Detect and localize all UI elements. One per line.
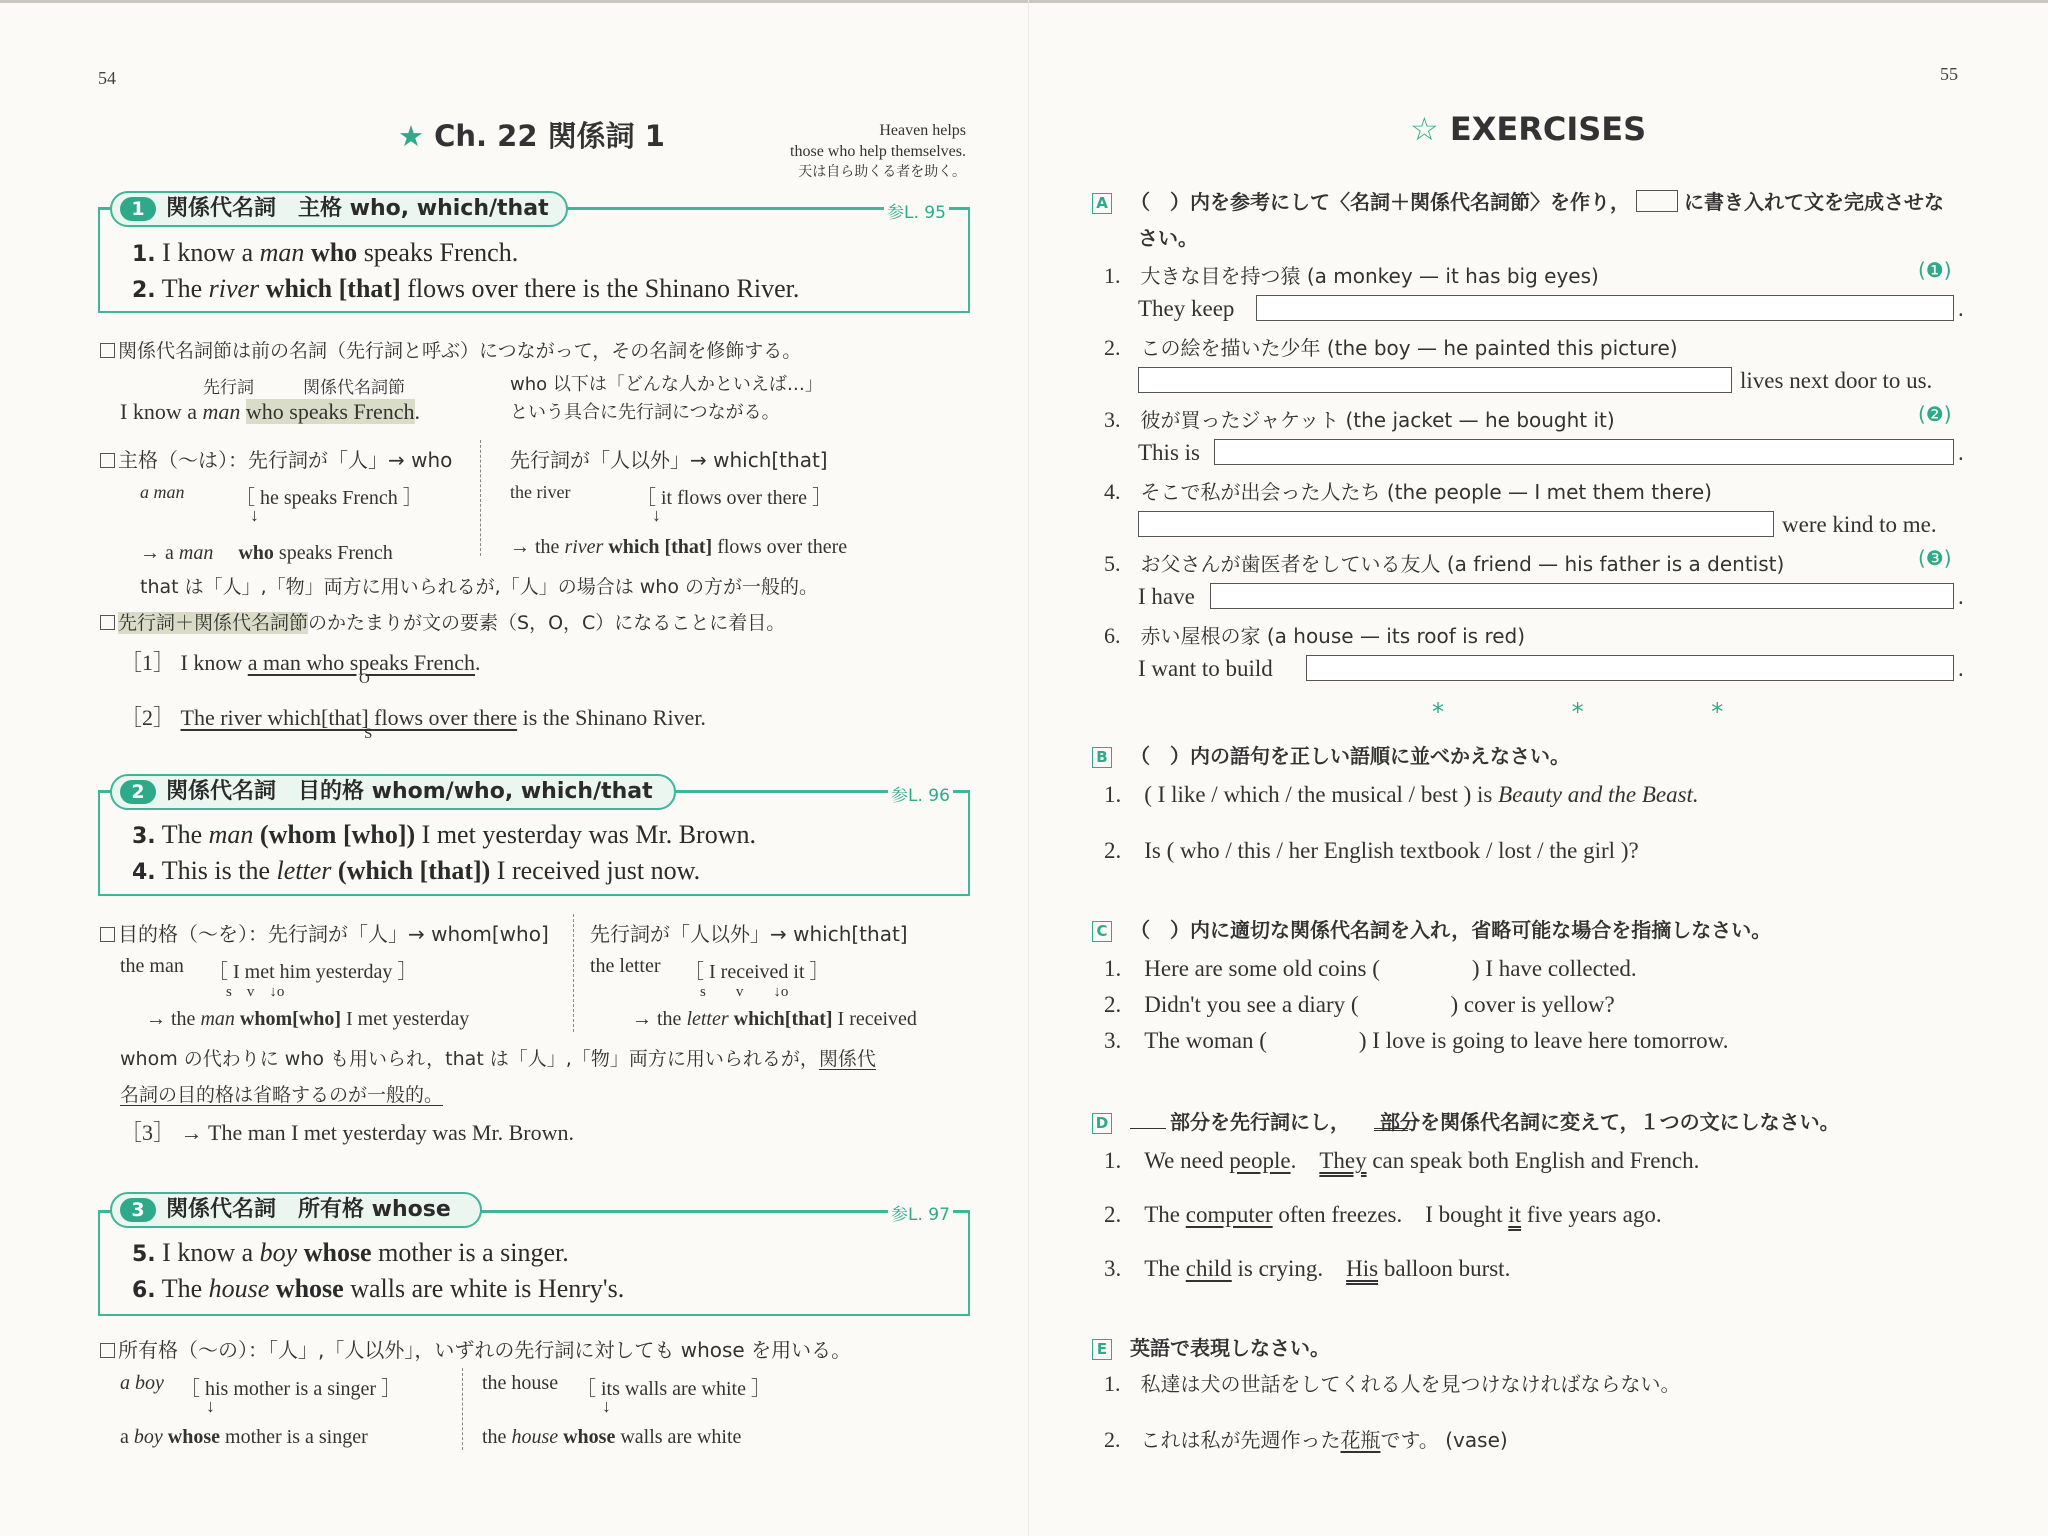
section-3-ref: 参L. 97: [888, 1200, 953, 1225]
exercises-title: ☆ EXERCISES: [1410, 110, 1647, 148]
subject-mark: S: [364, 726, 373, 742]
a3-answer-box[interactable]: [1214, 439, 1954, 465]
example-6: 6. The house whose walls are white is Henry's.: [132, 1274, 625, 1303]
i-know-a-man: I know a man who speaks French.: [120, 399, 421, 424]
d3: 3. The child is crying. His balloon burst.: [1104, 1256, 1511, 1281]
a3-prompt: 3. 彼が買ったジャケット (the jacket — he bought it): [1104, 407, 1615, 432]
star-outline-icon: ☆: [1410, 110, 1439, 148]
section-1-number: 1: [120, 197, 156, 221]
left-result-2: → the man whom[who] I met yesterday: [146, 1008, 470, 1030]
section-1-heading: 1 関係代名詞 主格 who, which/that: [110, 191, 568, 227]
exercise-a-instruction-2: さい。: [1138, 226, 1198, 250]
star-icon: ★: [398, 119, 424, 153]
grammar-ref-mark: (❶): [1918, 258, 1952, 282]
grammar-ref-mark: (❸): [1918, 546, 1952, 570]
a5-period: .: [1958, 584, 1964, 609]
right-result: → the river which [that] flows over there: [510, 536, 848, 558]
arrow-down: ↓: [652, 505, 661, 525]
b2: 2. Is ( who / this / her English textbook / lost / the girl )?: [1104, 838, 1639, 863]
arrow-down: ↓: [250, 505, 259, 525]
example-3: 3. The man (whom [who]) I met yesterday was Mr. Brown.: [132, 820, 756, 849]
right-the-letter: the letter: [590, 955, 661, 977]
left-a-boy: a boy: [120, 1372, 164, 1394]
left-bracket-2: ［ I met him yesterday ］: [208, 961, 418, 983]
section-2-ref: 参L. 96: [888, 781, 953, 806]
who-note-2: という具合に先行詞につながる。: [510, 402, 780, 423]
bracket-3: ［3］ → The man I met yesterday was Mr. Brown.: [120, 1120, 574, 1145]
chapter-title: ★ Ch. 22 関係詞 1: [398, 119, 665, 153]
left-bracket: ［ he speaks French ］: [235, 487, 423, 509]
d2: 2. The computer often freezes. I bought it five years ago.: [1104, 1202, 1662, 1227]
object-mark: O: [359, 671, 370, 687]
e1: 1. 私達は犬の世話をしてくれる人を見つけなければならない。: [1104, 1371, 1681, 1396]
right-result-2: → the letter which[that] I received: [632, 1008, 917, 1030]
a1-answer-box[interactable]: [1256, 295, 1954, 321]
a4-prompt: 4. そこで私が出会った人たち (the people — I met them there): [1104, 479, 1712, 504]
page-number-right: 55: [1940, 64, 1958, 84]
a2-prompt: 2. この絵を描いた少年 (the boy — he painted this picture): [1104, 335, 1678, 360]
right-bracket-3: ［ its walls are white ］: [576, 1378, 771, 1400]
whom-note-2: 名詞の目的格は省略するのが一般的。: [120, 1084, 444, 1106]
section-2-heading: 2 関係代名詞 目的格 whom/who, which/that: [110, 774, 676, 810]
left-result: → a man who speaks French: [140, 542, 393, 564]
possessive-heading: 所有格（～の）：「人」,「人以外」，いずれの先行詞に対しても whose を用いる。: [100, 1334, 851, 1363]
who-note-1: who 以下は「どんな人かといえば…」: [510, 374, 823, 395]
section-2-number: 2: [120, 780, 156, 804]
c1: 1. Here are some old coins ( ) I have collected.: [1104, 956, 1637, 981]
right-result-3: the house whose walls are white: [482, 1426, 742, 1448]
a6-period: .: [1958, 656, 1964, 681]
object-case-heading-2: 先行詞が「人以外」→ which[that]: [590, 922, 908, 946]
that-note: that は「人」,「物」両方に用いられるが,「人」の場合は who の方が一般的。: [140, 576, 818, 598]
exercise-c-instruction: C （ ）内に適切な関係代名詞を入れ，省略可能な場合を指摘しなさい。: [1092, 914, 1771, 943]
d1: 1. We need people. They can speak both English and French.: [1104, 1148, 1700, 1173]
section-divider-stars: * * *: [1432, 698, 1784, 726]
section-1-ref: 参L. 95: [884, 198, 949, 223]
double-underline-sample: [1374, 1128, 1408, 1131]
label-antecedent: 先行詞: [203, 378, 254, 398]
grammar-ref-mark: (❷): [1918, 402, 1952, 426]
a5-answer-box[interactable]: [1210, 583, 1954, 609]
motto: Heaven helps those who help themselves. 天は自ら助くる者を助く。: [790, 122, 966, 180]
a6-lead: I want to build: [1138, 656, 1273, 681]
a2-answer-box[interactable]: [1138, 367, 1732, 393]
divider: [480, 440, 481, 556]
object-case-heading: 目的格（～を）：先行詞が「人」→ whom[who]: [100, 918, 549, 947]
top-edge: [0, 0, 2048, 3]
a2-tail: lives next door to us.: [1740, 368, 1933, 393]
right-bracket-2: ［ I received it ］: [684, 961, 830, 983]
right-the-house: the house: [482, 1372, 559, 1394]
example-4: 4. This is the letter (which [that]) I received just now.: [132, 856, 701, 885]
b1: 1. ( I like / which / the musical / best ) is Beauty and the Beast.: [1104, 782, 1699, 807]
subject-case-heading: 主格（～は）：先行詞が「人」→ who: [100, 444, 452, 473]
a5-prompt: 5. お父さんが歯医者をしている友人 (a friend — his father is a dentist): [1104, 551, 1785, 576]
right-bracket: ［ it flows over there ］: [636, 487, 833, 509]
bracket-1: ［1］ I know a man who speaks French.: [120, 650, 481, 675]
e2: 2. これは私が先週作った花瓶です。 (vase): [1104, 1427, 1508, 1452]
example-5: 5. I know a boy whose mother is a singer.: [132, 1238, 569, 1267]
right-the-river: the river: [510, 482, 571, 502]
bracket-2: ［2］ The river which[that] flows over there is the Shinano River.: [120, 705, 706, 730]
a3-period: .: [1958, 440, 1964, 465]
a1-lead: They keep: [1138, 296, 1235, 321]
left-a-man: a man: [140, 482, 185, 502]
subject-case-heading-2: 先行詞が「人以外」→ which[that]: [510, 448, 828, 472]
a4-tail: were kind to me.: [1782, 512, 1937, 537]
page-number-left: 54: [98, 68, 116, 88]
exercise-d-instruction: D 部分を先行詞にし， 部分を関係代名詞に変えて，１つの文にしなさい。: [1092, 1106, 1840, 1135]
c2: 2. Didn't you see a diary ( ) cover is yellow?: [1104, 992, 1615, 1017]
example-1: 1. I know a man who speaks French.: [132, 238, 519, 267]
focus-note: 先行詞＋関係代名詞節のかたまりが文の要素（S，O，C）になることに着目。: [100, 608, 785, 635]
exercise-b-instruction: B （ ）内の語句を正しい語順に並べかえなさい。: [1092, 740, 1570, 769]
section-3-number: 3: [120, 1198, 156, 1222]
svo-marks: s v ↓o: [700, 984, 789, 1000]
arrow-down: ↓: [602, 1396, 611, 1416]
a6-answer-box[interactable]: [1306, 655, 1954, 681]
note-relative-clause: 関係代名詞節は前の名詞（先行詞と呼ぶ）につながって，その名詞を修飾する。: [100, 336, 801, 363]
divider: [462, 1368, 463, 1450]
c3: 3. The woman ( ) I love is going to leave here tomorrow.: [1104, 1028, 1729, 1053]
whom-note-1: whom の代わりに who も用いられ，that は「人」,「物」両方に用いられるが，関係代: [120, 1048, 876, 1070]
a6-prompt: 6. 赤い屋根の家 (a house — its roof is red): [1104, 623, 1526, 648]
a3-lead: This is: [1138, 440, 1200, 465]
arrow-down: ↓: [206, 1396, 215, 1416]
book-spine: [1028, 0, 1029, 1536]
example-2: 2. The river which [that] flows over there is the Shinano River.: [132, 274, 800, 303]
label-relative-clause: 関係代名詞節: [303, 378, 405, 398]
a4-answer-box[interactable]: [1138, 511, 1774, 537]
a1-period: .: [1958, 296, 1964, 321]
left-bracket-3: ［ his mother is a singer ］: [180, 1378, 402, 1400]
a5-lead: I have: [1138, 584, 1195, 609]
section-3-heading: 3 関係代名詞 所有格 whose: [110, 1192, 482, 1228]
divider: [573, 914, 574, 1032]
left-the-man: the man: [120, 955, 184, 977]
a1-prompt: 1. 大きな目を持つ猿 (a monkey — it has big eyes): [1104, 263, 1599, 288]
exercise-a-instruction: A （ ）内を参考にして〈名詞＋関係代名詞節〉を作り， に書き入れて文を完成させな: [1092, 186, 1944, 215]
svo-marks: s v ↓o: [226, 984, 285, 1000]
left-result-3: a boy whose mother is a singer: [120, 1426, 368, 1448]
exercise-e-instruction: E 英語で表現しなさい。: [1092, 1332, 1330, 1361]
